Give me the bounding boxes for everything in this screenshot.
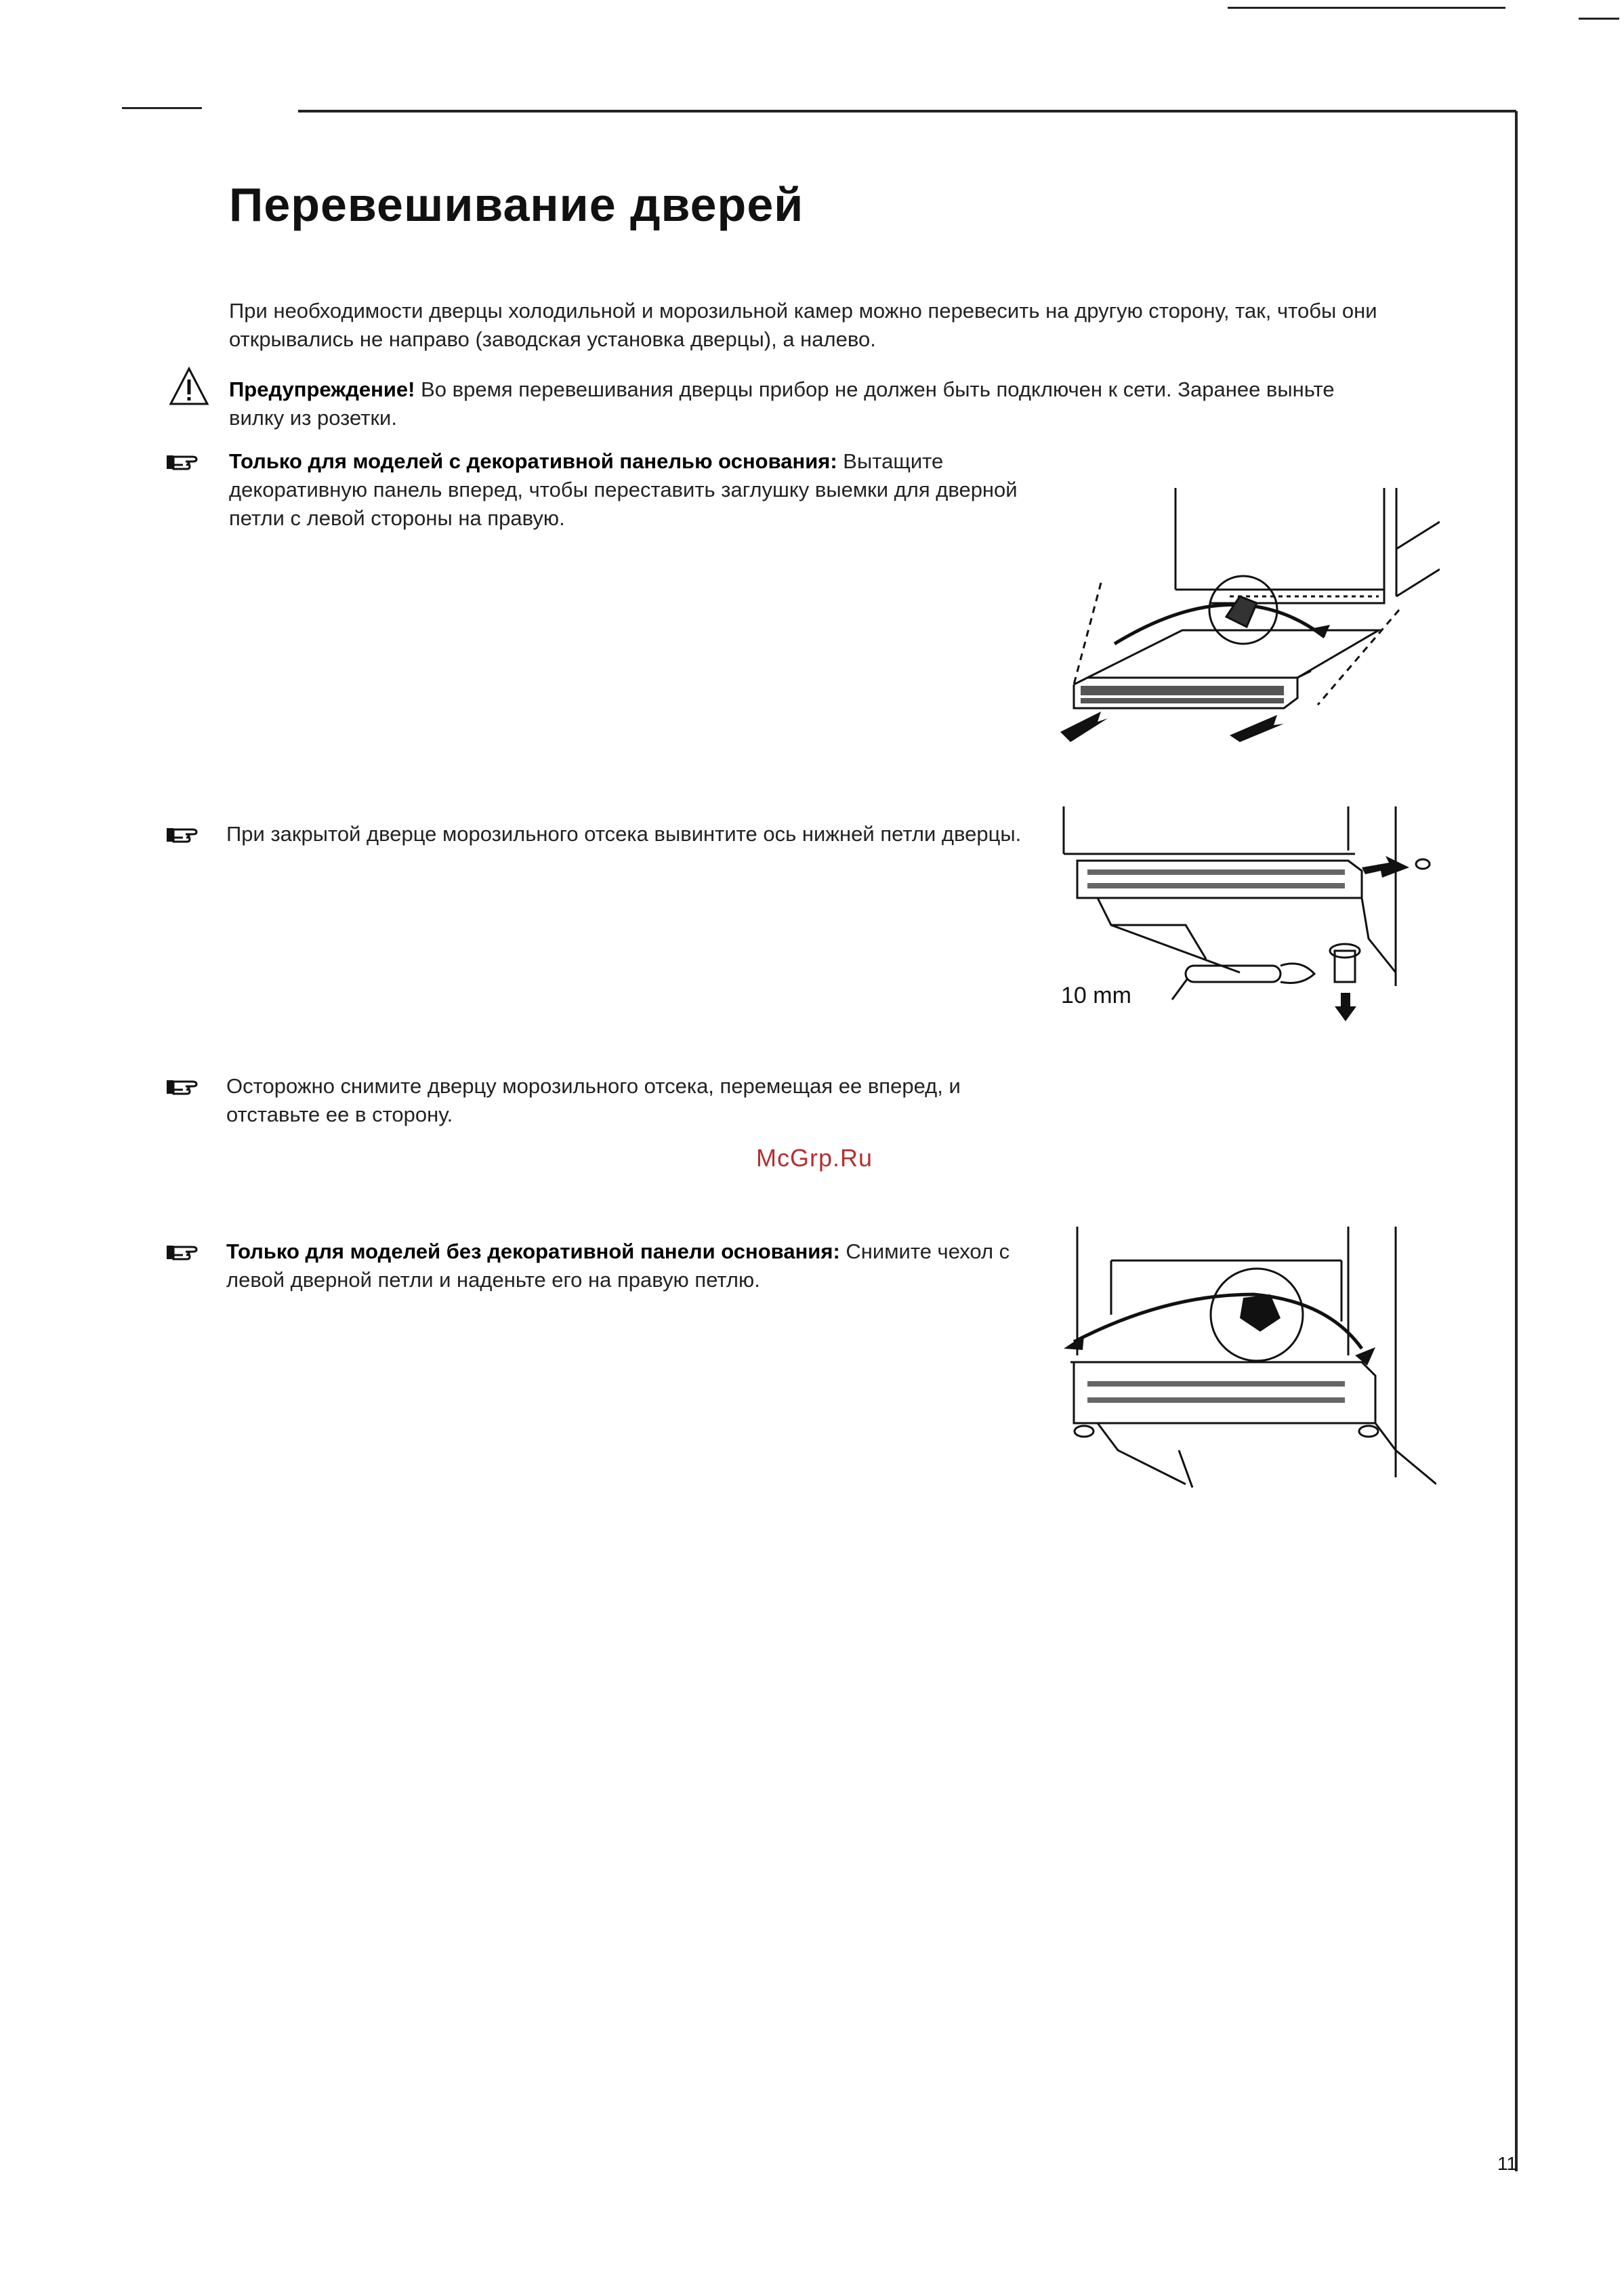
intro-paragraph: При необходимости дверцы холодильной и морозильной камер можно перевесить на другую сторону, так, чтобы они открывались не направо (заводская установка дверцы), а налево. xyxy=(229,299,1377,351)
pointing-hand-icon xyxy=(165,824,198,844)
warning-label: Предупреждение! xyxy=(229,377,415,401)
pointing-hand-icon xyxy=(165,1242,198,1262)
page-title: Перевешивание дверей xyxy=(229,178,804,231)
scan-mark-top-2 xyxy=(1579,18,1619,20)
pointing-hand-icon xyxy=(165,451,198,472)
page-number: 11 xyxy=(1497,2153,1518,2174)
top-rule-main xyxy=(298,110,1516,112)
step-1-paragraph xyxy=(229,447,1042,533)
step-3-paragraph: Осторожно снимите дверцу морозильного отсека, перемещая ее вперед, и отставьте ее в сторону. xyxy=(226,1074,961,1126)
warning-triangle-icon xyxy=(168,366,210,408)
step-2-paragraph: При закрытой дверце морозильного отсека вывинтите ось нижней петли дверцы. xyxy=(226,822,1022,846)
warning-paragraph xyxy=(229,375,1381,432)
step-4-label: Только для моделей без декоративной панели основания: xyxy=(226,1239,840,1263)
scan-mark-top-1 xyxy=(1228,7,1505,9)
step-4-paragraph xyxy=(226,1237,1039,1294)
wrench-size-label: 10 mm xyxy=(1061,983,1131,1008)
step-1-label: Только для моделей с декоративной панелью основания: xyxy=(229,449,837,473)
pointing-hand-icon xyxy=(165,1076,198,1096)
step-4-text: Снимите чехол с левой дверной петли и наденьте его на правую петлю. xyxy=(226,1239,1010,1292)
figure-base-panel xyxy=(1060,474,1440,745)
warning-text: Во время перевешивания дверцы прибор не должен быть подключен к сети. Заранее выньте вилку из розетки. xyxy=(229,377,1335,430)
right-margin-rule xyxy=(1515,111,1518,2171)
step-1-text: Вытащите декоративную панель вперед, чтобы переставить заглушку выемки для дверной петли с левой стороны на правую. xyxy=(229,449,1018,530)
top-rule-left xyxy=(122,107,202,109)
watermark: McGrp.Ru xyxy=(756,1144,873,1172)
figure-hinge-cover xyxy=(1057,1220,1436,1491)
